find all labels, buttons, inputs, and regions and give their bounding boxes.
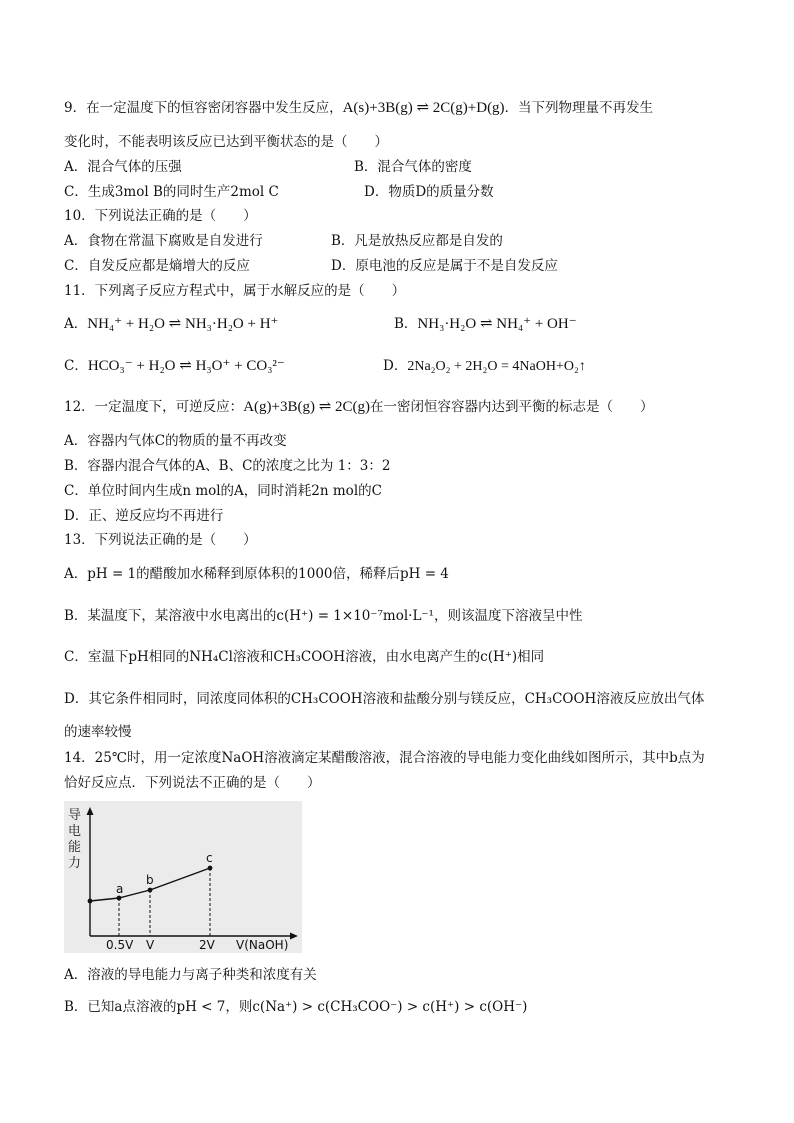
q14-option-b: B．已知a点溶液的pH < 7，则c(Na⁺) > c(CH₃COO⁻) > c(H⁺) > c(OH⁻) — [64, 999, 528, 1015]
q10-stem: 10．下列说法正确的是（ ） — [64, 208, 257, 224]
q10-option-c: C．自发反应都是熵增大的反应 — [64, 258, 250, 274]
y-axis-arrow — [87, 807, 94, 815]
q12-option-a: A．容器内气体C的物质的量不再改变 — [64, 433, 287, 449]
q9-option-a: A．混合气体的压强 — [64, 159, 182, 175]
tick-2v: 2V — [199, 938, 215, 952]
q11-option-a-equation: NH₄⁺ + H₂O ⇌ NH₃·H₂O + H⁺ — [87, 316, 279, 332]
q13-option-a: A．pH = 1的醋酸加水稀释到原体积的1000倍，稀释后pH = 4 — [64, 566, 449, 582]
label-c: c — [206, 851, 213, 865]
x-axis-label: V(NaOH) — [236, 938, 289, 952]
q9-option-d: D．物质D的质量分数 — [364, 184, 494, 200]
q11-option-d: D．2Na₂O₂ + 2H₂O = 4NaOH+O₂↑ — [383, 358, 586, 374]
q12-option-c: C．单位时间内生成n mol的A，同时消耗2n mol的C — [64, 483, 382, 499]
q11-option-c-equation: HCO₃⁻ + H₂O ⇌ H₃O⁺ + CO₃²⁻ — [87, 358, 285, 374]
q12-option-d: D．正、逆反应均不再进行 — [64, 508, 224, 524]
q9-option-c: C．生成3mol B的同时生产2mol C — [64, 184, 279, 200]
q13-option-d-line2: 的速率较慢 — [64, 724, 132, 740]
q11-option-c: C．HCO₃⁻ + H₂O ⇌ H₃O⁺ + CO₃²⁻ — [64, 358, 285, 374]
tick-v: V — [146, 938, 155, 952]
q13-option-c: C．室温下pH相同的NH₄Cl溶液和CH₃COOH溶液，由水电离产生的c(H⁺)相同 — [64, 649, 545, 665]
q9-equation: A(s)+3B(g) ⇌ 2C(g)+D(g) — [342, 100, 505, 116]
label-a: a — [116, 882, 124, 896]
q12-stem: 12．一定温度下，可逆反应：A(g)+3B(g) ⇌ 2C(g)在一密闭恒容容器内达到平衡的标志是（ ） — [64, 399, 654, 415]
q9-option-b: B．混合气体的密度 — [354, 159, 472, 175]
q9-stem-line2: 变化时，不能表明该反应已达到平衡状态的是（ ） — [64, 134, 388, 150]
q11-option-b: B．NH₃·H₂O ⇌ NH₄⁺ + OH⁻ — [394, 316, 577, 332]
q13-option-b: B．某温度下，某溶液中水电离出的c(H⁺) = 1×10⁻⁷mol·L⁻¹，则该温度下溶液呈中性 — [64, 608, 583, 624]
label-b: b — [146, 873, 154, 887]
q12-equation: A(g)+3B(g) ⇌ 2C(g) — [243, 399, 371, 415]
x-axis-arrow — [290, 933, 298, 940]
q14-stem-line2: 恰好反应点．下列说法不正确的是（ ） — [64, 775, 321, 791]
q13-option-d: D．其它条件相同时，同浓度同体积的CH₃COOH溶液和盐酸分别与镁反应，CH₃COOH溶液反应放出气体 — [64, 691, 705, 707]
conductivity-graph-svg — [64, 801, 302, 953]
start-point — [88, 899, 93, 904]
q11-stem: 11．下列离子反应方程式中，属于水解反应的是（ ） — [64, 283, 406, 299]
point-b — [148, 888, 153, 893]
conductivity-graph — [64, 801, 302, 953]
q10-option-d: D．原电池的反应是属于不是自发反应 — [331, 258, 558, 274]
q13-stem: 13．下列说法正确的是（ ） — [64, 532, 257, 548]
q11-option-a: A．NH₄⁺ + H₂O ⇌ NH₃·H₂O + H⁺ — [64, 316, 279, 332]
q11-option-d-equation: 2Na₂O₂ + 2H₂O = 4NaOH+O₂↑ — [407, 359, 586, 374]
tick-0-5v: 0.5V — [106, 938, 134, 952]
y-axis-label: 导电能力 — [68, 808, 82, 871]
point-a — [117, 896, 122, 901]
point-c — [208, 866, 213, 871]
q11-option-b-equation: NH₃·H₂O ⇌ NH₄⁺ + OH⁻ — [417, 316, 577, 332]
q10-option-a: A．食物在常温下腐败是自发进行 — [64, 233, 263, 249]
q14-option-a: A．溶液的导电能力与离子种类和浓度有关 — [64, 967, 317, 983]
q14-stem: 14．25℃时，用一定浓度NaOH溶液滴定某醋酸溶液，混合溶液的导电能力变化曲线如图所示，其中b点为 — [64, 750, 705, 766]
q10-option-b: B．凡是放热反应都是自发的 — [331, 233, 503, 249]
q12-option-b: B．容器内混合气体的A、B、C的浓度之比为 1：3：2 — [64, 458, 391, 474]
q9-stem: 9．在一定温度下的恒容密闭容器中发生反应，A(s)+3B(g) ⇌ 2C(g)+D(g)．当下列物理量不再发生 — [64, 100, 654, 116]
